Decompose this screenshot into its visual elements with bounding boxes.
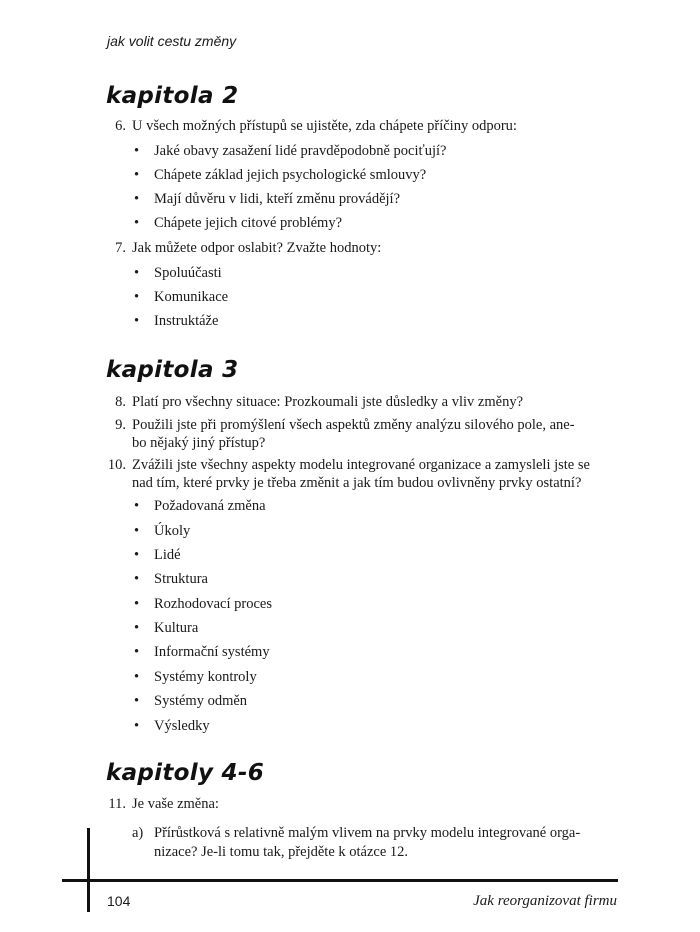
- bullet-icon: •: [134, 289, 140, 305]
- sub-item-text-continued: nizace? Je-li tomu tak, přejděte k otázce 12.: [154, 844, 409, 860]
- bullet-icon: •: [134, 167, 140, 183]
- bullet-item: [134, 620, 198, 637]
- sub-item-text: Přírůstková s relativně malým vlivem na prvky modelu integrované orga-: [154, 825, 581, 841]
- bullet-text: Úkoly: [154, 523, 191, 539]
- bullet-text: Systémy kontroly: [154, 669, 257, 685]
- bullet-item: [134, 596, 272, 613]
- book-title: Jak reorganizovat firmu: [473, 893, 617, 909]
- list-item-10: [100, 457, 590, 474]
- bullet-icon: •: [134, 620, 140, 636]
- bullet-item: [134, 523, 190, 540]
- bullet-icon: •: [134, 313, 140, 329]
- bullet-text: Kultura: [154, 620, 199, 636]
- bullet-text: Struktura: [154, 571, 208, 587]
- item-number: 10.: [107, 457, 126, 473]
- bullet-text: Komunikace: [154, 289, 229, 305]
- bullet-item: [134, 571, 208, 588]
- bullet-item: [134, 313, 218, 330]
- list-item-9: [100, 417, 575, 434]
- item-number: 6.: [115, 118, 126, 134]
- bullet-text: Požadovaná změna: [154, 498, 266, 514]
- bullet-text: Instruktáže: [154, 313, 219, 329]
- running-header: jak volit cestu změny: [107, 33, 237, 49]
- bullet-text: Lidé: [154, 547, 181, 563]
- item-number: 8.: [115, 394, 126, 410]
- bullet-icon: •: [134, 693, 140, 709]
- bullet-item: [134, 498, 266, 515]
- item-number: 7.: [115, 240, 126, 256]
- item-text: U všech možných přístupů se ujistěte, zda chápete příčiny odporu:: [132, 118, 517, 134]
- bullet-text: Informační systémy: [154, 644, 270, 660]
- bullet-text: Systémy odměn: [154, 693, 248, 709]
- bullet-icon: •: [134, 596, 140, 612]
- bullet-item: [134, 191, 400, 208]
- bullet-item: [134, 718, 210, 735]
- bullet-text: Chápete jejich citové problémy?: [154, 215, 343, 231]
- bullet-text: Chápete základ jejich psychologické smlouvy?: [154, 167, 427, 183]
- bullet-text: Výsledky: [154, 718, 210, 734]
- bullet-icon: •: [134, 265, 140, 281]
- sub-item-label: a): [132, 825, 144, 841]
- bullet-item: [134, 215, 342, 232]
- bullet-text: Rozhodovací proces: [154, 596, 272, 612]
- list-item-11: [100, 796, 219, 813]
- page-number: 104: [107, 893, 131, 909]
- bullet-item: [134, 693, 247, 710]
- bullet-text: Jaké obavy zasažení lidé pravděpodobně pociťují?: [154, 143, 447, 159]
- section-heading: kapitola 2: [106, 83, 239, 109]
- bullet-item: [134, 143, 446, 160]
- item-text-continued: nad tím, které prvky je třeba změnit a jak tím budou ovlivněny prvky ostatní?: [132, 475, 582, 491]
- list-item-8: [100, 394, 523, 411]
- crop-mark-vertical: [87, 828, 90, 912]
- list-item-7: [100, 240, 381, 257]
- bullet-icon: •: [134, 523, 140, 539]
- bullet-icon: •: [134, 547, 140, 563]
- bullet-icon: •: [134, 191, 140, 207]
- bullet-item: [134, 167, 426, 184]
- list-item-6: [100, 118, 517, 135]
- section-heading: kapitola 3: [106, 357, 239, 383]
- item-text: Jak můžete odpor oslabit? Zvažte hodnoty:: [132, 240, 382, 256]
- bullet-icon: •: [134, 718, 140, 734]
- bullet-icon: •: [134, 644, 140, 660]
- item-text: Platí pro všechny situace: Prozkoumali jste důsledky a vliv změny?: [132, 394, 524, 410]
- item-text: Zvážili jste všechny aspekty modelu integrované organizace a zamysleli jste se: [132, 457, 590, 473]
- item-text: Je vaše změna:: [132, 796, 219, 812]
- bullet-item: [134, 644, 270, 661]
- bullet-icon: •: [134, 143, 140, 159]
- item-text: Použili jste při promýšlení všech aspektů změny analýzu silového pole, ane-: [132, 417, 575, 433]
- bullet-icon: •: [134, 498, 140, 514]
- bullet-icon: •: [134, 571, 140, 587]
- sub-item-a: [132, 825, 580, 842]
- bullet-item: [134, 265, 222, 282]
- bullet-item: [134, 547, 181, 564]
- item-text-continued: bo nějaký jiný přístup?: [132, 435, 266, 451]
- section-heading: kapitoly 4-6: [106, 760, 264, 786]
- item-number: 9.: [115, 417, 126, 433]
- footer-rule: [62, 879, 618, 882]
- item-number: 11.: [108, 796, 126, 812]
- bullet-item: [134, 289, 228, 306]
- bullet-icon: •: [134, 215, 140, 231]
- bullet-item: [134, 669, 257, 686]
- bullet-icon: •: [134, 669, 140, 685]
- bullet-text: Spoluúčasti: [154, 265, 222, 281]
- bullet-text: Mají důvěru v lidi, kteří změnu provádějí?: [154, 191, 401, 207]
